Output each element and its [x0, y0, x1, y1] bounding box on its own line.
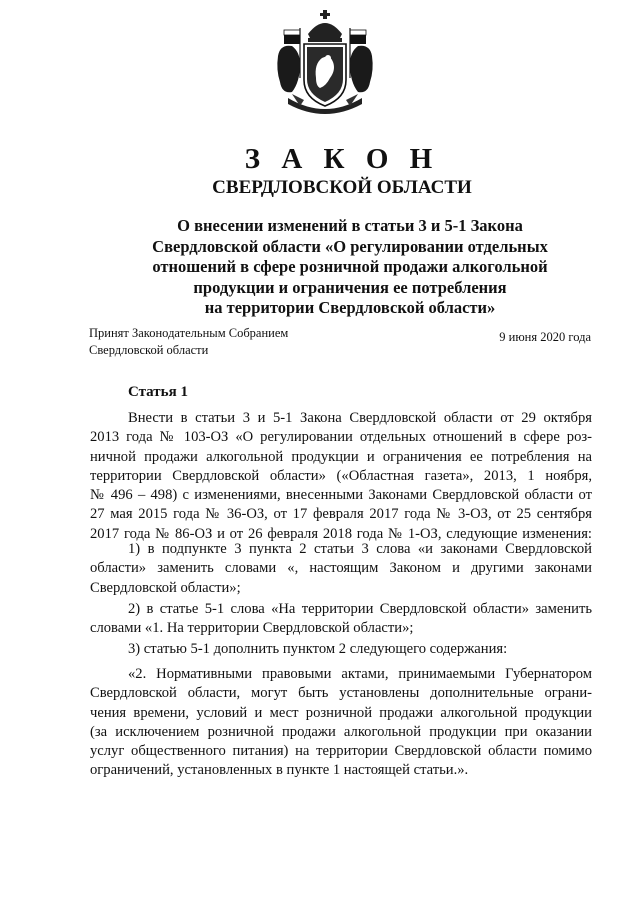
paragraph-line: (за исключением розничной продажи алкогольной продукции при оказании [90, 723, 592, 740]
coat-of-arms-emblem [270, 8, 380, 120]
paragraph-line: ограничений, установленных в пункте 1 настоящей статьи.». [90, 762, 469, 779]
article-paragraph [90, 409, 592, 544]
article-heading: Статья 1 [128, 384, 188, 400]
paragraph-line: 3) статью 5-1 дополнить пунктом 2 следующего содержания: [128, 641, 508, 657]
adopted-by-line: Принят Законодательным Собранием [89, 326, 289, 340]
law-name [130, 216, 570, 319]
law-name-line: О внесении изменений в статьи 3 и 5-1 Закона [177, 216, 523, 235]
paragraph-line: словами «1. На территории Свердловской области»; [90, 620, 414, 637]
law-name-line: на территории Свердловской области» [204, 298, 496, 317]
paragraph-line: № 496 – 498) с изменениями, внесенными Законами Свердловской области от [90, 487, 592, 504]
paragraph-line: 2017 года № 86-ОЗ и от 26 февраля 2018 года № 1-ОЗ, следующие изменения: [90, 525, 592, 542]
adopted-by-line: Свердловской области [89, 343, 209, 357]
article-paragraph [90, 540, 592, 598]
law-name-line: Свердловской области «О регулировании отдельных [152, 236, 548, 256]
article-paragraph [90, 665, 592, 781]
adoption-info [89, 325, 288, 359]
paragraph-line: 2) в статье 5-1 слова «На территории Свердловской области» заменить [128, 601, 592, 617]
paragraph-line: «2. Нормативными правовыми актами, принимаемыми Губернатором [128, 666, 592, 682]
paragraph-line: 1) в подпункте 3 пункта 2 статьи 3 слова «и законами Свердловской [128, 541, 592, 557]
law-name-line: продукции и ограничения ее потребления [193, 277, 507, 297]
paragraph-line: чения времени, условий и мест розничной продажи алкогольной продукции [90, 704, 592, 721]
paragraph-line: услуг общественного питания) на территории Свердловской области помимо [90, 743, 592, 760]
paragraph-line: территории Свердловской области» («Областная газета», 2013, 1 ноября, [90, 467, 592, 484]
paragraph-line: 2013 года № 103-ОЗ «О регулировании отдельных отношений в сфере роз- [90, 429, 592, 446]
article-paragraph [90, 600, 592, 639]
adoption-date: 9 июня 2020 года [499, 330, 591, 344]
paragraph-line: Внести в статьи 3 и 5-1 Закона Свердловской области от 29 октября [128, 410, 592, 426]
document-region: СВЕРДЛОВСКОЙ ОБЛАСТИ [212, 177, 472, 198]
article-paragraph [90, 640, 592, 659]
paragraph-line: области» заменить словами «, настоящим Законом и другими законами [90, 560, 592, 577]
document-title: З А К О Н [244, 143, 440, 175]
paragraph-line: Свердловской области, могут быть установлены дополнительные ограни- [90, 685, 592, 702]
paragraph-line: Свердловской области»; [90, 579, 241, 596]
paragraph-line: ничной продажи алкогольной продукции и ограничения ее потребления на [90, 448, 592, 465]
law-name-line: отношений в сфере розничной продажи алкогольной [152, 257, 548, 276]
paragraph-line: 27 мая 2015 года № 36-ОЗ, от 17 февраля 2017 года № 3-ОЗ, от 25 сентября [90, 506, 592, 523]
